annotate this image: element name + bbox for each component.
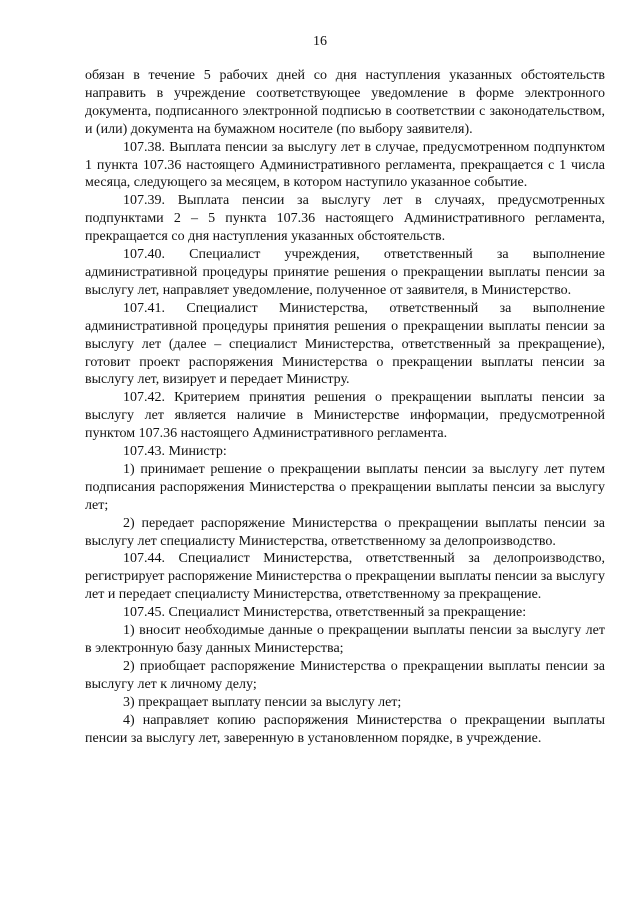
paragraph-107-41: 107.41. Специалист Министерства, ответственный за выполнение административной процедуры принятия решения о прекращении выплаты пенсии за выслугу лет (далее – специалист Министерства, ответственный за прекращение), готовит проект распоряжения Министерства о прекращении выплаты пенсии за выслугу лет, визирует и передает Министру. (85, 300, 605, 388)
paragraph-107-44: 107.44. Специалист Министерства, ответственный за делопроизводство, регистрирует распоряжение Министерства о прекращении выплаты пенсии за выслугу лет и передает специалисту Министерства, ответственному за прекращение. (85, 551, 605, 603)
document-body (85, 67, 605, 747)
paragraph-continuation: обязан в течение 5 рабочих дней со дня наступления указанных обстоятельств направить в учреждение соответствующее уведомление в форме электронного документа, подписанного электронной подписью в соответствии с законодательством, и (или) документа на бумажном носителе (по выбору заявителя). (85, 68, 605, 137)
list-item-107-45-2: 2) приобщает распоряжение Министерства о прекращении выплаты пенсии за выслугу лет к личному делу; (85, 658, 605, 692)
list-item-107-45-4: 4) направляет копию распоряжения Министерства о прекращении выплаты пенсии за выслугу лет, заверенную в установленном порядке, в учреждение. (85, 712, 605, 746)
list-item-107-43-1: 1) принимает решение о прекращении выплаты пенсии за выслугу лет путем подписания распоряжения Министерства о прекращении выплаты пенсии за выслугу лет; (85, 461, 605, 513)
paragraph-107-40: 107.40. Специалист учреждения, ответственный за выполнение административной процедуры принятие решения о прекращении выплаты пенсии за выслугу лет, направляет уведомление, полученное от заявителя, в Министерство. (85, 247, 605, 298)
list-item-107-45-3: 3) прекращает выплату пенсии за выслугу лет; (123, 694, 402, 710)
list-item-107-45-1: 1) вносит необходимые данные о прекращении выплаты пенсии за выслугу лет в электронную базу данных Министерства; (85, 623, 605, 656)
paragraph-107-39: 107.39. Выплата пенсии за выслугу лет в случаях, предусмотренных подпунктами 2 – 5 пункта 107.36 настоящего Административного регламента, прекращается со дня наступления указанных обстоятельств. (85, 193, 605, 245)
paragraph-107-38: 107.38. Выплата пенсии за выслугу лет в случае, предусмотренном подпунктом 1 пункта 107.36 настоящего Административного регламента, прекращается с 1 числа месяца, следующего за месяцем, в котором наступило указанное событие. (85, 139, 605, 191)
paragraph-107-42: 107.42. Критерием принятия решения о прекращении выплаты пенсии за выслугу лет является наличие в Министерстве информации, предусмотренной пунктом 107.36 настоящего Административного регламента. (85, 390, 605, 442)
list-item-107-43-2: 2) передает распоряжение Министерства о прекращении выплаты пенсии за выслугу лет специалисту Министерства, ответственному за делопроизводство. (85, 515, 605, 549)
paragraph-107-45: 107.45. Специалист Министерства, ответственный за прекращение: (123, 605, 527, 621)
paragraph-107-43: 107.43. Министр: (123, 444, 227, 460)
page-number: 16 (313, 34, 327, 49)
